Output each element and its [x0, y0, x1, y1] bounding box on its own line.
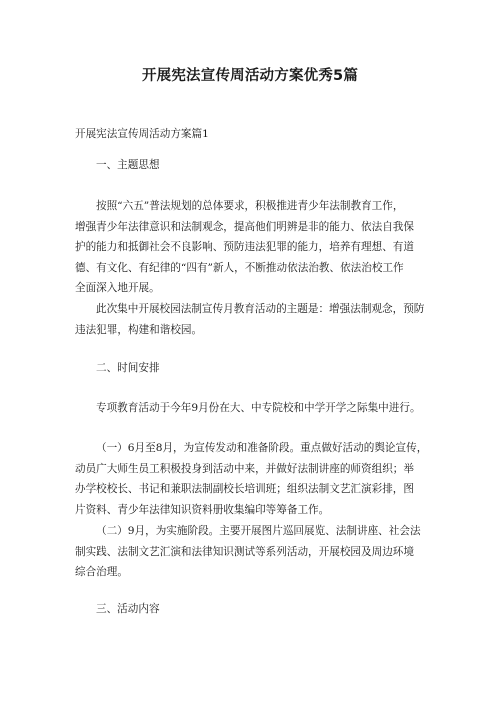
- paragraph-line: 德、有文化、有纪律的“四有”新人，不断推动依法治教、依法治校工作: [75, 261, 404, 274]
- paragraph-schedule-intro: [75, 398, 431, 419]
- paragraph-theme: [75, 196, 431, 299]
- heading-schedule: 二、时间安排: [96, 362, 160, 374]
- section-subtitle: 开展宪法宣传周活动方案篇1: [75, 128, 209, 140]
- document-title: 开展宪法宣传周活动方案优秀5篇: [141, 68, 359, 84]
- paragraph-line: （二）9月，为实施阶段。主要开展图片巡回展览、法制讲座、社会法: [96, 525, 421, 537]
- paragraph-line: 动员广大师生员工积极投身到活动中来，并做好法制讲座的师资组织；举: [75, 462, 414, 475]
- paragraph-line: 制实践、法制文艺汇演和法律知识测试等系列活动，开展校园及周边环境: [75, 545, 414, 558]
- paragraph-line: 护的能力和抵御社会不良影响、预防违法犯罪的能力，培养有理想、有道: [75, 241, 414, 254]
- paragraph-line: 专项教育活动于今年9月份在大、中专院校和中学开学之际集中进行。: [96, 402, 421, 414]
- heading-activities: 三、活动内容: [96, 603, 160, 615]
- paragraph-line: 片资料、青少年法律知识资料册收集编印等筹备工作。: [75, 503, 330, 516]
- heading-theme: 一、主题思想: [96, 159, 160, 171]
- paragraph-line: 按照“六五”普法规划的总体要求，积极推进青少年法制教育工作，: [96, 200, 404, 212]
- paragraph-line: 此次集中开展校园法制宣传月教育活动的主题是：增强法制观念，预防: [96, 303, 425, 315]
- paragraph-line: 办学校校长、书记和兼职法制副校长培训班；组织法制文艺汇演彩排，图: [75, 483, 414, 496]
- paragraph-line: 全面深入地开展。: [75, 282, 160, 295]
- paragraph-line: 增强青少年法律意识和法制观念，提高他们明辨是非的能力、依法自我保: [75, 220, 414, 233]
- paragraph-line: 违法犯罪，构建和谐校园。: [75, 323, 203, 336]
- paragraph-line: （一）6月至8月，为宣传发动和准备阶段。重点做好活动的舆论宣传，: [96, 442, 428, 454]
- paragraph-phase-two: [75, 521, 431, 583]
- paragraph-topic: [75, 299, 431, 340]
- paragraph-line: 综合治理。: [75, 566, 128, 579]
- paragraph-phase-one: [75, 438, 431, 520]
